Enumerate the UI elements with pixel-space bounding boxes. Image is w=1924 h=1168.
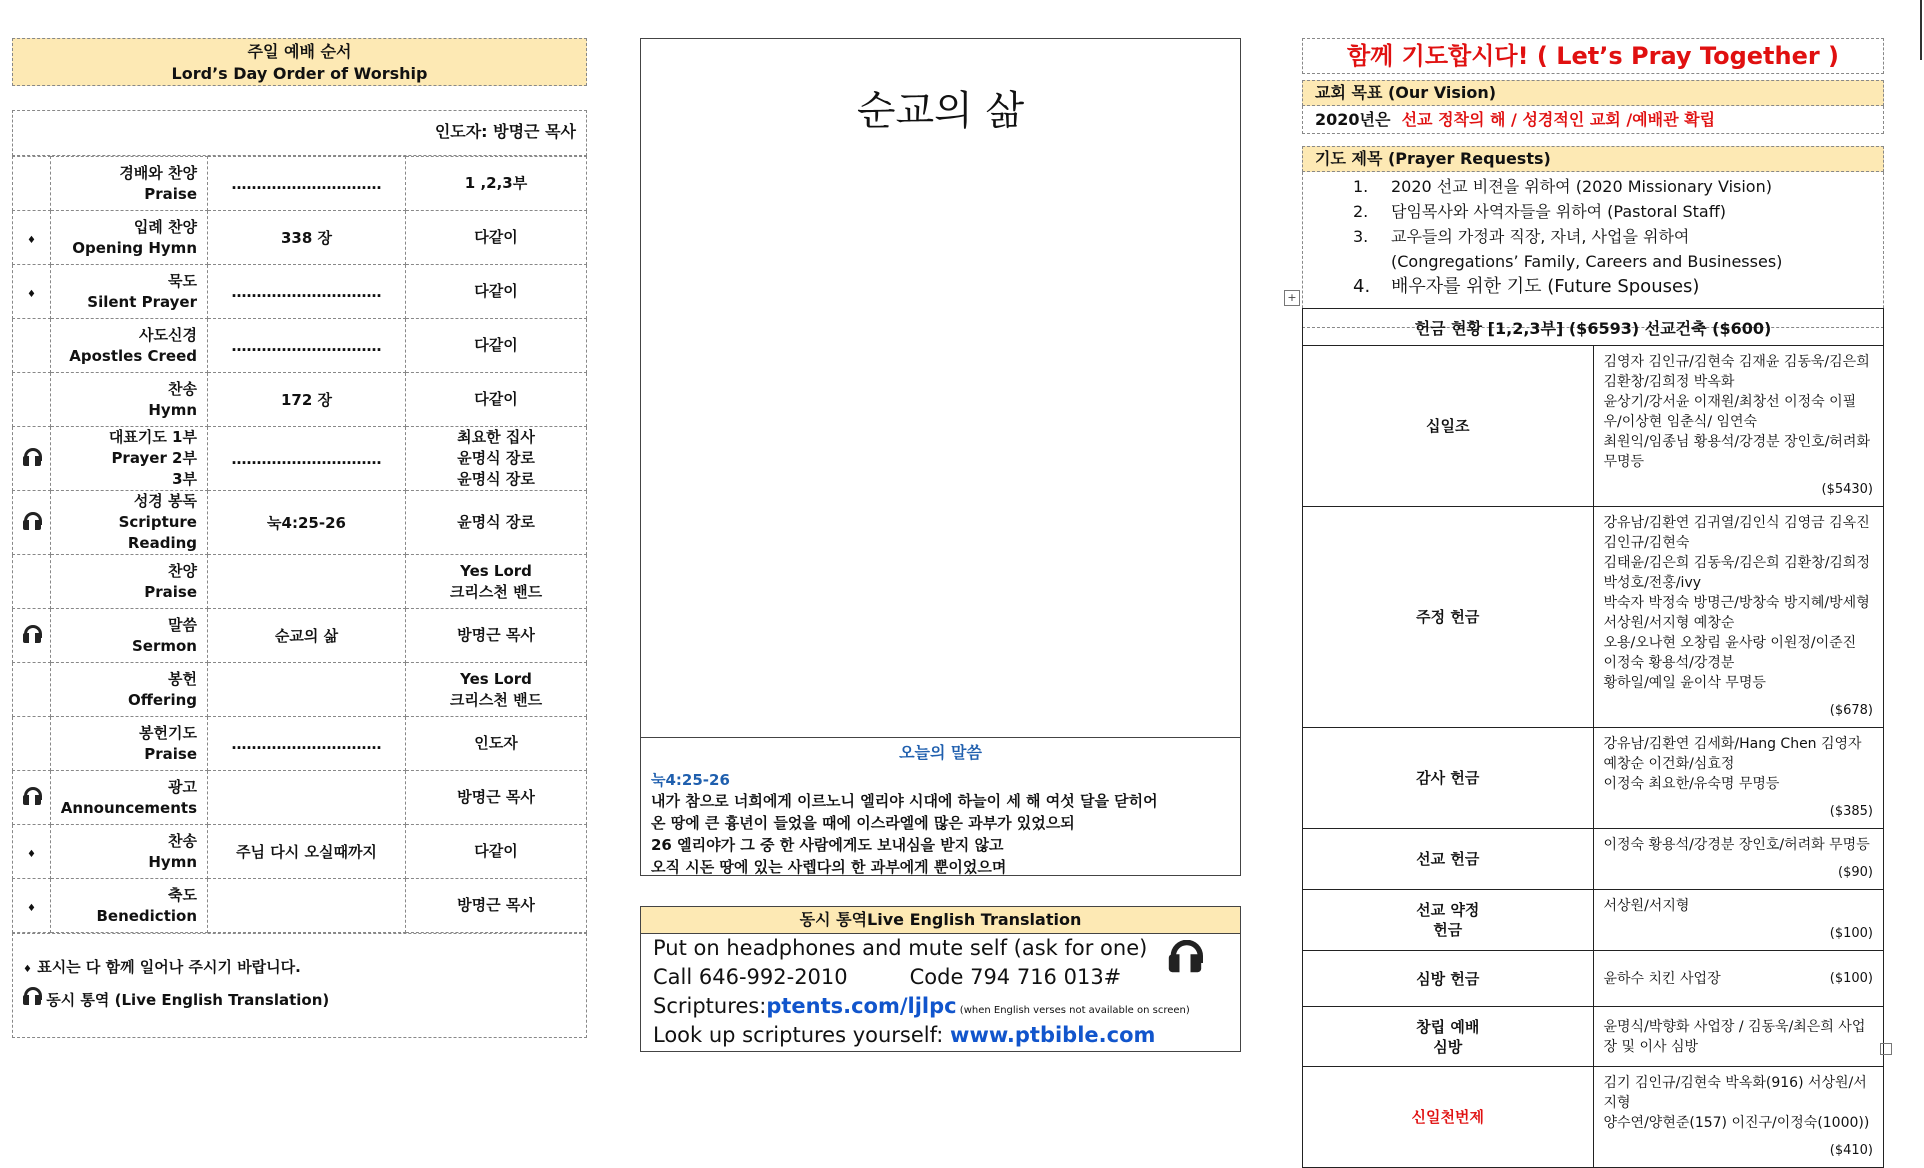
order-leader-line: 다같이: [474, 390, 518, 408]
order-detail: [208, 771, 406, 825]
order-item: [51, 373, 208, 427]
order-leader-line: 인도자: [474, 734, 518, 752]
order-detail: 172 장: [208, 373, 406, 427]
order-item: [51, 717, 208, 771]
offering-table: [1302, 308, 1884, 1168]
order-item-en: Praise: [144, 184, 197, 203]
order-item-ko: 광고: [168, 777, 197, 796]
offering-row: [1303, 890, 1884, 951]
order-row: [13, 491, 587, 555]
order-leader: [406, 717, 587, 771]
offering-row: [1303, 829, 1884, 890]
order-leader-line: Yes Lord: [460, 561, 532, 580]
order-item-en: Hymn: [148, 400, 197, 419]
order-leader: [406, 157, 587, 211]
sermon-title: 순교의 삶: [856, 88, 1025, 134]
order-mark: [13, 319, 51, 373]
offering-type: 주정 헌금: [1303, 507, 1594, 728]
offering-type: 감사 헌금: [1303, 728, 1594, 829]
scriptures-link[interactable]: ptents.com/ljlpc: [766, 994, 957, 1018]
offering-type: 신일천번제: [1303, 1067, 1594, 1168]
donor-line: 서상원/서지형: [1603, 898, 1690, 914]
order-row: [13, 211, 587, 265]
scripture-line: 온 땅에 큰 흉년이 들었을 때에 이스라엘에 많은 과부가 있었으되: [651, 814, 1075, 832]
translation-panel: [640, 906, 1241, 1052]
order-item-en: Announcements: [60, 798, 197, 817]
order-item: [51, 265, 208, 319]
order-item: [51, 879, 208, 933]
order-item-en: Hymn: [148, 852, 197, 871]
order-detail: 눅4:25-26: [208, 491, 406, 555]
order-table: [12, 156, 587, 933]
order-mark: [13, 555, 51, 609]
order-leader: [406, 555, 587, 609]
order-detail: 338 장: [208, 211, 406, 265]
order-item-ko: 경배와 찬양: [119, 163, 197, 182]
order-item-ko: 성경 봉독: [133, 492, 197, 510]
order-item-en2: 3부: [172, 470, 197, 488]
order-leader: [406, 663, 587, 717]
order-row: [13, 373, 587, 427]
order-item: [51, 491, 208, 555]
donor-line: 윤상기/강서윤 이재원/최창선 이정숙 이필우/이상현 임춘식/ 임연숙: [1603, 394, 1857, 430]
move-handle-icon[interactable]: +: [1284, 290, 1300, 306]
prayer-request: [1303, 224, 1883, 249]
order-title-ko: 주일 예배 순서: [247, 42, 352, 61]
headphones-icon: [23, 787, 41, 805]
order-leader: [406, 879, 587, 933]
order-mark: [13, 609, 51, 663]
order-row: [13, 771, 587, 825]
todays-word-title: 오늘의 말씀: [899, 743, 982, 762]
order-leader: [406, 609, 587, 663]
order-item-en: Praise: [144, 744, 197, 763]
order-detail: …………………………: [208, 265, 406, 319]
order-leader-line: 다같이: [474, 842, 518, 860]
ptbible-link[interactable]: www.ptbible.com: [950, 1023, 1156, 1047]
order-leader-line: 윤명식 장로: [457, 513, 535, 531]
order-leader-line: 방명근 목사: [457, 788, 535, 806]
order-mark: [13, 491, 51, 555]
headphones-icon: [23, 448, 41, 466]
order-row: [13, 427, 587, 491]
offering-amount: ($410): [1829, 1143, 1873, 1158]
order-item: [51, 157, 208, 211]
order-item-ko: 묵도: [168, 271, 197, 290]
order-item-ko: 축도: [168, 885, 197, 904]
prayer-request: [1303, 174, 1883, 199]
offering-type: 창립 예배 심방: [1303, 1007, 1594, 1067]
order-notes: [12, 933, 587, 1038]
order-detail: 주님 다시 오실때까지: [208, 825, 406, 879]
donor-line: 강유남/김환연 김세화/Hang Chen 김영자 예창순 이건화/심효정: [1603, 736, 1862, 772]
order-detail: [208, 879, 406, 933]
donor-line: 김영자 김인규/김현숙 김재윤 김동욱/김은희 김환창/김희정 박옥화: [1603, 354, 1870, 390]
offering-donors: [1593, 829, 1884, 890]
headphones-icon: [23, 987, 41, 1005]
order-item-en: Apostles Creed: [69, 346, 197, 365]
donor-text: 윤하수 치킨 사업장: [1603, 970, 1721, 987]
donor-line: 김태윤/김은희 김동욱/김은희 김환창/김희정 박성호/전홍/ivy: [1603, 555, 1870, 591]
stand-icon: ♦: [27, 234, 36, 246]
sermon-panel: [640, 38, 1241, 876]
offering-type: 십일조: [1303, 346, 1594, 507]
order-row: [13, 879, 587, 933]
order-mark: [13, 265, 51, 319]
donor-line: 김기 김인규/김현숙 박옥화(916) 서상원/서지형: [1603, 1075, 1867, 1111]
offering-amount: ($100): [1829, 926, 1873, 941]
order-header: [12, 38, 587, 86]
order-leader: [406, 319, 587, 373]
headphones-icon: [23, 625, 41, 643]
offering-donors: [1593, 1067, 1884, 1168]
offering-row: [1303, 1007, 1884, 1067]
order-leader-line: 방명근 목사: [457, 896, 535, 914]
offering-row: [1303, 346, 1884, 507]
request-text: 배우자를 위한 기도 (Future Spouses): [1391, 276, 1700, 297]
requests-label: 기도 제목 (Prayer Requests): [1302, 146, 1884, 172]
order-mark: [13, 427, 51, 491]
order-mark: [13, 663, 51, 717]
order-mark: [13, 373, 51, 427]
order-of-worship-panel: [12, 38, 587, 1048]
offering-row: [1303, 728, 1884, 829]
order-leader-line: 1 ,2,3부: [464, 174, 528, 192]
request-number: 2.: [1353, 202, 1369, 221]
order-detail: 순교의 삶: [208, 609, 406, 663]
offering-type: 심방 헌금: [1303, 951, 1594, 1007]
prayer-requests: [1302, 172, 1884, 328]
order-detail: …………………………: [208, 427, 406, 491]
stand-note: ♦ 표시는 다 함께 일어나 주시기 바랍니다.: [23, 958, 301, 976]
stand-icon: ♦: [27, 848, 36, 860]
offering-amount: ($385): [1829, 804, 1873, 819]
order-leader-line: 다같이: [474, 282, 518, 300]
order-leader-line: 크리스천 밴드: [449, 690, 543, 709]
order-item-en: Silent Prayer: [87, 292, 197, 311]
order-mark: [13, 771, 51, 825]
order-row: [13, 319, 587, 373]
order-mark: [13, 717, 51, 771]
headphones-icon: [1169, 940, 1201, 972]
donor-line: 윤명식/박향화 사업장 / 김동욱/최은희 사업장 및 이사 심방: [1603, 1018, 1866, 1055]
order-item-ko: 봉헌: [168, 669, 197, 688]
translation-line-4: Look up scriptures yourself: www.ptbible.com: [653, 1023, 1156, 1047]
prayer-panel: [1302, 38, 1884, 328]
order-mark: [13, 879, 51, 933]
request-text: 교우들의 가정과 직장, 자녀, 사업을 위하여: [1391, 227, 1690, 246]
order-leader: [406, 265, 587, 319]
order-detail: [208, 555, 406, 609]
translation-note: 동시 통역 (Live English Translation): [23, 985, 576, 1015]
order-item-en: Sermon: [132, 636, 197, 655]
offering-amount: ($90): [1838, 865, 1873, 880]
donor-line: [1604, 969, 1874, 989]
order-detail: …………………………: [208, 319, 406, 373]
order-row: [13, 609, 587, 663]
order-row: [13, 555, 587, 609]
order-mark: [13, 825, 51, 879]
prayer-request: [1303, 249, 1883, 274]
order-leader-line: 최요한 집사: [457, 428, 535, 446]
order-leader: [406, 771, 587, 825]
order-item-ko: 입례 찬양: [133, 217, 197, 236]
leader-line: 인도자: 방명근 목사: [12, 110, 587, 156]
vision-line: 2020년은 선교 정착의 해 / 성경적인 교회 /예배관 확립: [1302, 106, 1884, 134]
scripture-line: 내가 참으로 너희에게 이르노니 엘리야 시대에 하늘이 세 해 여섯 달을 닫히어: [651, 792, 1158, 810]
order-leader: [406, 825, 587, 879]
scripture-line: 26 엘리야가 그 중 한 사람에게도 보내심을 받지 않고: [651, 836, 1004, 854]
order-item-en: Offering: [127, 690, 197, 709]
order-item-ko: 봉헌기도: [139, 723, 197, 742]
order-item-ko: 사도신경: [139, 325, 197, 344]
offering-amount: ($678): [1829, 703, 1873, 718]
order-row: [13, 717, 587, 771]
order-item-en: Praise: [144, 582, 197, 601]
headphones-icon: [23, 512, 41, 530]
order-item: [51, 427, 208, 491]
translation-line-1: Put on headphones and mute self (ask for one): [653, 936, 1148, 960]
donor-line: 황하일/예일 윤이삭 무명등: [1603, 675, 1766, 691]
order-leader: [406, 427, 587, 491]
order-item-en: Benediction: [96, 906, 197, 925]
order-leader-line: 크리스천 밴드: [449, 582, 543, 601]
offering-type: 선교 헌금: [1303, 829, 1594, 890]
offering-type: 선교 약정 헌금: [1303, 890, 1594, 951]
donor-line: 강유남/김환연 김귀열/김인식 김영금 김옥진 김인규/김현숙: [1603, 515, 1870, 551]
order-leader-line: 다같이: [474, 336, 518, 354]
order-leader-line: 윤명식 장로: [457, 470, 535, 488]
order-detail: [208, 663, 406, 717]
scripture-line: 오직 시돈 땅에 있는 사렙다의 한 과부에게 뿐이었으며: [651, 858, 1007, 876]
stand-icon: ♦: [27, 902, 36, 914]
order-mark: [13, 211, 51, 265]
todays-word: [641, 737, 1240, 875]
order-leader: [406, 491, 587, 555]
translation-line-2: Call 646-992-2010 Code 794 716 013#: [653, 965, 1122, 989]
offering-row: [1303, 1067, 1884, 1168]
order-item: [51, 319, 208, 373]
order-detail: …………………………: [208, 157, 406, 211]
order-item: [51, 609, 208, 663]
offering-donors: [1593, 890, 1884, 951]
offering-donors: [1593, 346, 1884, 507]
scripture-text: [641, 790, 1240, 878]
request-number: 3.: [1353, 227, 1369, 246]
edge-line: [1920, 0, 1922, 60]
order-row: [13, 265, 587, 319]
scripture-ref: 눅4:25-26: [651, 771, 730, 789]
order-item: [51, 825, 208, 879]
order-item-en: Opening Hymn: [72, 238, 197, 257]
stand-icon: ♦: [23, 964, 32, 975]
request-text: 2020 선교 비젼을 위하여 (2020 Missionary Vision): [1391, 177, 1772, 196]
order-item: [51, 555, 208, 609]
order-leader: [406, 211, 587, 265]
order-item-ko: 대표기도 1부: [108, 428, 197, 446]
order-item: [51, 663, 208, 717]
order-mark: [13, 157, 51, 211]
order-item-ko: 찬송: [168, 831, 197, 850]
order-leader: [406, 373, 587, 427]
offering-donors: [1593, 1007, 1884, 1067]
order-leader-line: 윤명식 장로: [457, 449, 535, 467]
order-leader-line: 방명근 목사: [457, 626, 535, 644]
donor-line: 양수연/양현준(157) 이진구/이정숙(1000)): [1603, 1115, 1870, 1131]
stand-icon: ♦: [27, 288, 36, 300]
order-item-en: Prayer 2부: [111, 449, 197, 467]
donor-line: 이정숙 최요한/유숙명 무명등: [1603, 776, 1780, 792]
request-text: 담임목사와 사역자들을 위하여 (Pastoral Staff): [1391, 202, 1726, 221]
request-number: 1.: [1353, 177, 1369, 196]
order-detail: …………………………: [208, 717, 406, 771]
translation-title: 동시 통역Live English Translation: [641, 907, 1240, 934]
resize-handle-icon[interactable]: [1880, 1043, 1892, 1055]
offering-donors: [1593, 951, 1884, 1007]
order-title-en: Lord’s Day Order of Worship: [171, 64, 428, 83]
offering-donors: [1593, 507, 1884, 728]
order-item: [51, 771, 208, 825]
order-item-en: Scripture Reading: [118, 513, 197, 552]
order-leader-line: 다같이: [474, 228, 518, 246]
donor-line: 이정숙 황용석/강경분 장인호/허려화 무명등: [1603, 837, 1870, 853]
request-number: 4.: [1353, 276, 1371, 297]
prayer-request: [1303, 274, 1883, 299]
order-item-ko: 찬양: [168, 561, 197, 580]
order-item-ko: 말씀: [168, 615, 197, 634]
order-leader-line: Yes Lord: [460, 669, 532, 688]
translation-line-3: Scriptures:ptents.com/ljlpc (when English verses not available on screen): [653, 994, 1190, 1018]
donor-line: 박숙자 박정숙 방명근/방창숙 방지혜/방세형 서상원/서지형 예창순: [1603, 595, 1870, 631]
prayer-title: 함께 기도합시다! ( Let’s Pray Together ): [1302, 38, 1884, 74]
offering-header: 헌금 현황 [1,2,3부] ($6593) 선교건축 ($600): [1303, 309, 1884, 346]
request-text: (Congregations’ Family, Careers and Businesses): [1391, 252, 1783, 271]
order-item: [51, 211, 208, 265]
donor-line: 최원익/임종님 황용석/강경분 장인호/허려화 무명등: [1603, 434, 1870, 470]
prayer-request: [1303, 199, 1883, 224]
offering-amount: ($5430): [1821, 482, 1873, 497]
offering-row: [1303, 507, 1884, 728]
order-row: [13, 663, 587, 717]
vision-label: 교회 목표 (Our Vision): [1302, 80, 1884, 106]
offering-amount: ($100): [1829, 970, 1873, 986]
offering-row: [1303, 951, 1884, 1007]
donor-line: 오용/오나현 오창림 윤사랑 이원정/이준진 이정숙 황용석/강경분: [1603, 635, 1857, 671]
offering-donors: [1593, 728, 1884, 829]
order-row: [13, 825, 587, 879]
order-item-ko: 찬송: [168, 379, 197, 398]
order-row: [13, 157, 587, 211]
